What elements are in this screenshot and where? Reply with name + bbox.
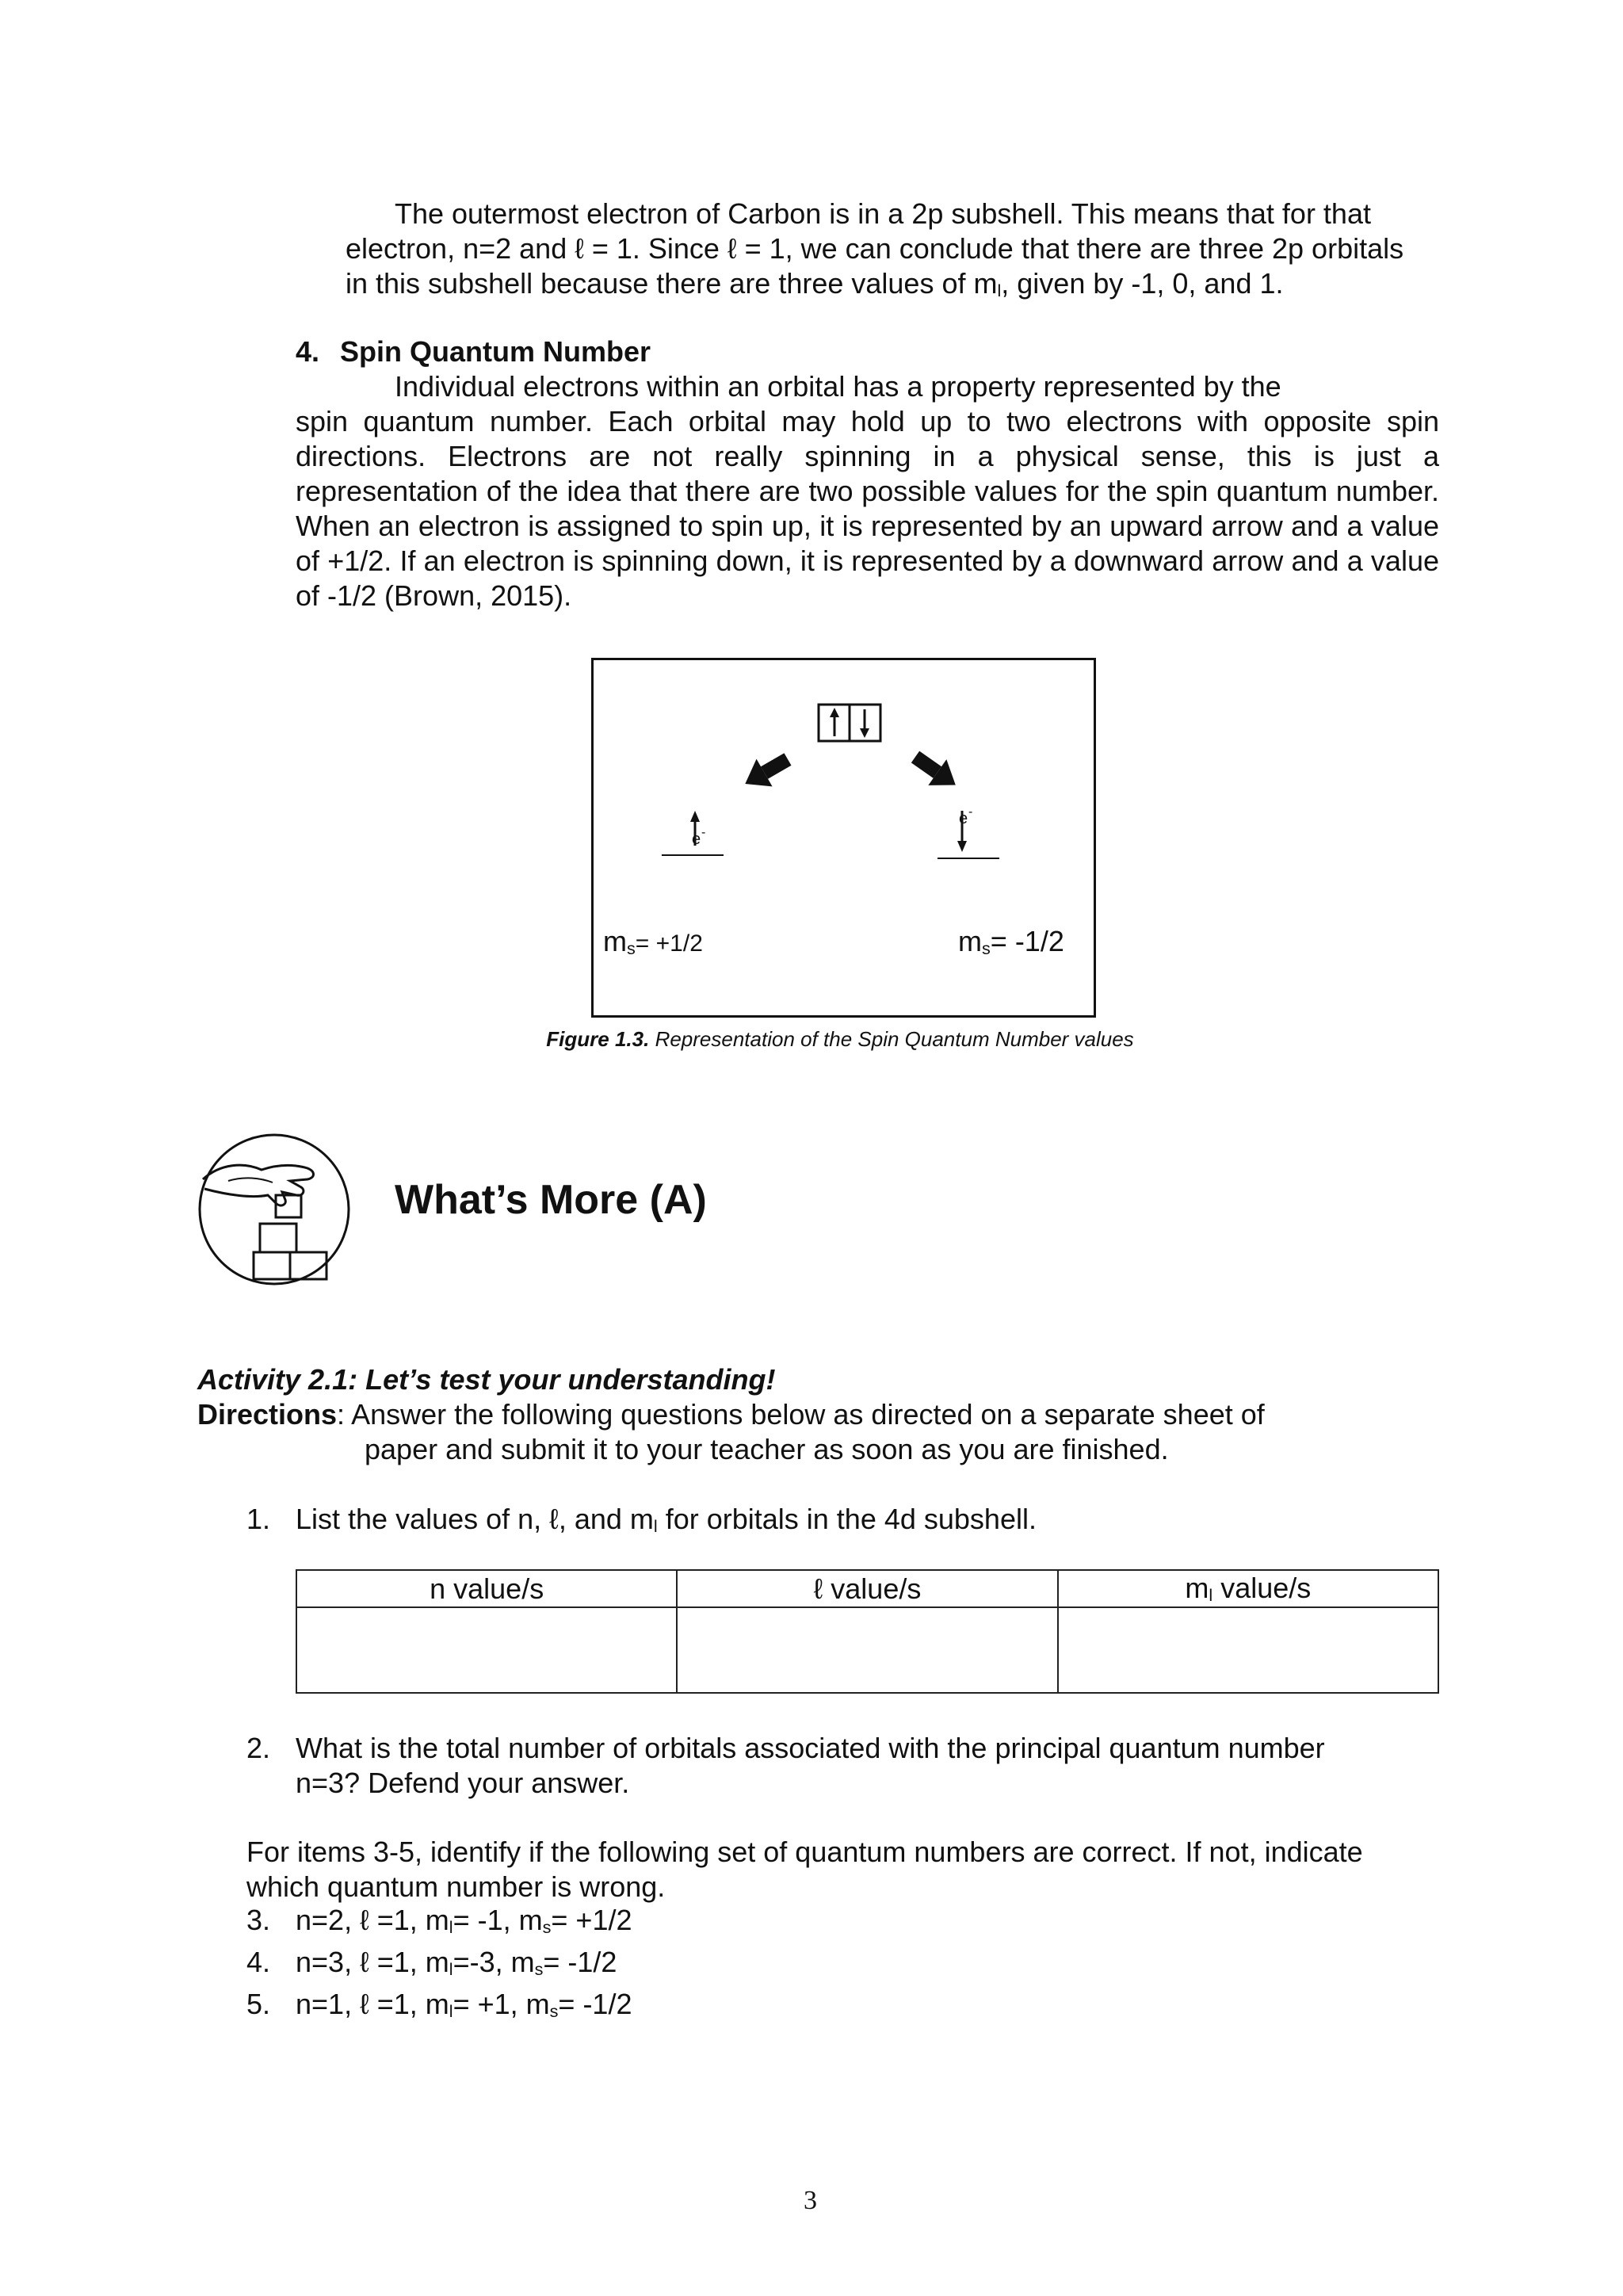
table-answer-row [296, 1607, 1438, 1693]
spin-diagram [594, 660, 1094, 1015]
directions [197, 1397, 1465, 1467]
orbital-box [819, 705, 880, 741]
items-intro-line-2: which quantum number is wrong. [246, 1870, 666, 1903]
answer-cell-ml[interactable] [1058, 1607, 1438, 1693]
question-1-number: 1. [246, 1503, 271, 1535]
question-1: 1. List the values of n, ℓ, and $m_l$ for orbitals in the 4d subshell. [246, 1503, 1037, 1536]
electron-label-right: e [959, 810, 968, 827]
header-n: n value/s [296, 1570, 677, 1607]
ms-label-right: $m_s= -1/2$ [958, 925, 1064, 958]
hand-stacking-blocks-icon [197, 1130, 355, 1289]
left-pointer-arrow [737, 746, 796, 798]
table-header-row [296, 1570, 1438, 1607]
ms-label-left: $m_s= +1/2$ [603, 925, 703, 958]
section-number: 4. [296, 335, 320, 368]
section-title: Spin Quantum Number [340, 335, 651, 368]
section-heading [296, 335, 651, 369]
figure-caption: Figure 1.3. Representation of the Spin Quantum Number values [546, 1027, 1134, 1051]
intro-line-2: electron, n=2 and ℓ = 1. Since ℓ = 1, we can conclude that there are three 2p orbitals [346, 232, 1404, 265]
quantum-number-items [246, 1903, 632, 2029]
directions-line-1: Directions: Answer the following questions below as directed on a separate sheet of [197, 1398, 1265, 1431]
section-body [296, 369, 1439, 613]
list-item: 3. n=2, ℓ =1, $m_l= -1$, $m_s= +1/2$ [246, 1904, 632, 1937]
section-paragraph: spin quantum number. Each orbital may hold up to two electrons with opposite spin directions. Electrons are not really spinning in a physical sense, this is just a representation of the idea that there are two possible values for the spin quantum number. When an electron is assigned to spin up, it is represented by an upward arrow and a value of +1/2. If an electron is spinning down, it is represented by a downward arrow and a value of -1/2 (Brown, 2015). [296, 405, 1439, 612]
answer-cell-l[interactable] [677, 1607, 1057, 1693]
header-ml: $m_l$ value/s [1058, 1570, 1438, 1607]
electron-spin-down [938, 805, 999, 858]
right-pointer-arrow [907, 744, 965, 798]
intro-paragraph [346, 197, 1439, 308]
items-intro-line-1: For items 3-5, identify if the following set of quantum numbers are correct. If not, indicate [246, 1836, 1363, 1868]
whats-more-title: What’s More (A) [395, 1177, 707, 1223]
page-number: 3 [804, 2186, 817, 2215]
electron-label-left: e [692, 831, 701, 848]
items-intro [246, 1835, 1483, 1904]
answer-table [296, 1569, 1439, 1694]
electron-sup-left: - [701, 826, 706, 839]
header-l: ℓ value/s [677, 1570, 1057, 1607]
question-2: 2. What is the total number of orbitals associated with the principal quantum number n=3? Defend your answer. [246, 1732, 1325, 1799]
list-item: 4. n=3, ℓ =1, $m_l=-3$, $m_s= -1/2$ [246, 1946, 617, 1979]
activity-title: Activity 2.1: Let’s test your understanding! [197, 1363, 776, 1396]
intro-line-1: The outermost electron of Carbon is in a 2p subshell. This means that for that [395, 197, 1371, 230]
section-first-line: Individual electrons within an orbital has a property represented by the [395, 370, 1281, 403]
question-2-number: 2. [246, 1732, 271, 1764]
intro-line-3: in this subshell because there are three values of $m_l$, given by -1, 0, and 1. [346, 267, 1284, 300]
answer-cell-n[interactable] [296, 1607, 677, 1693]
electron-sup-right: - [968, 805, 973, 819]
electron-spin-up [662, 811, 724, 855]
directions-line-2: paper and submit it to your teacher as soon as you are finished. [365, 1433, 1169, 1465]
list-item: 5. n=1, ℓ =1, $m_l= +1$, $m_s= -1/2$ [246, 1988, 632, 2021]
spin-figure [591, 658, 1096, 1018]
